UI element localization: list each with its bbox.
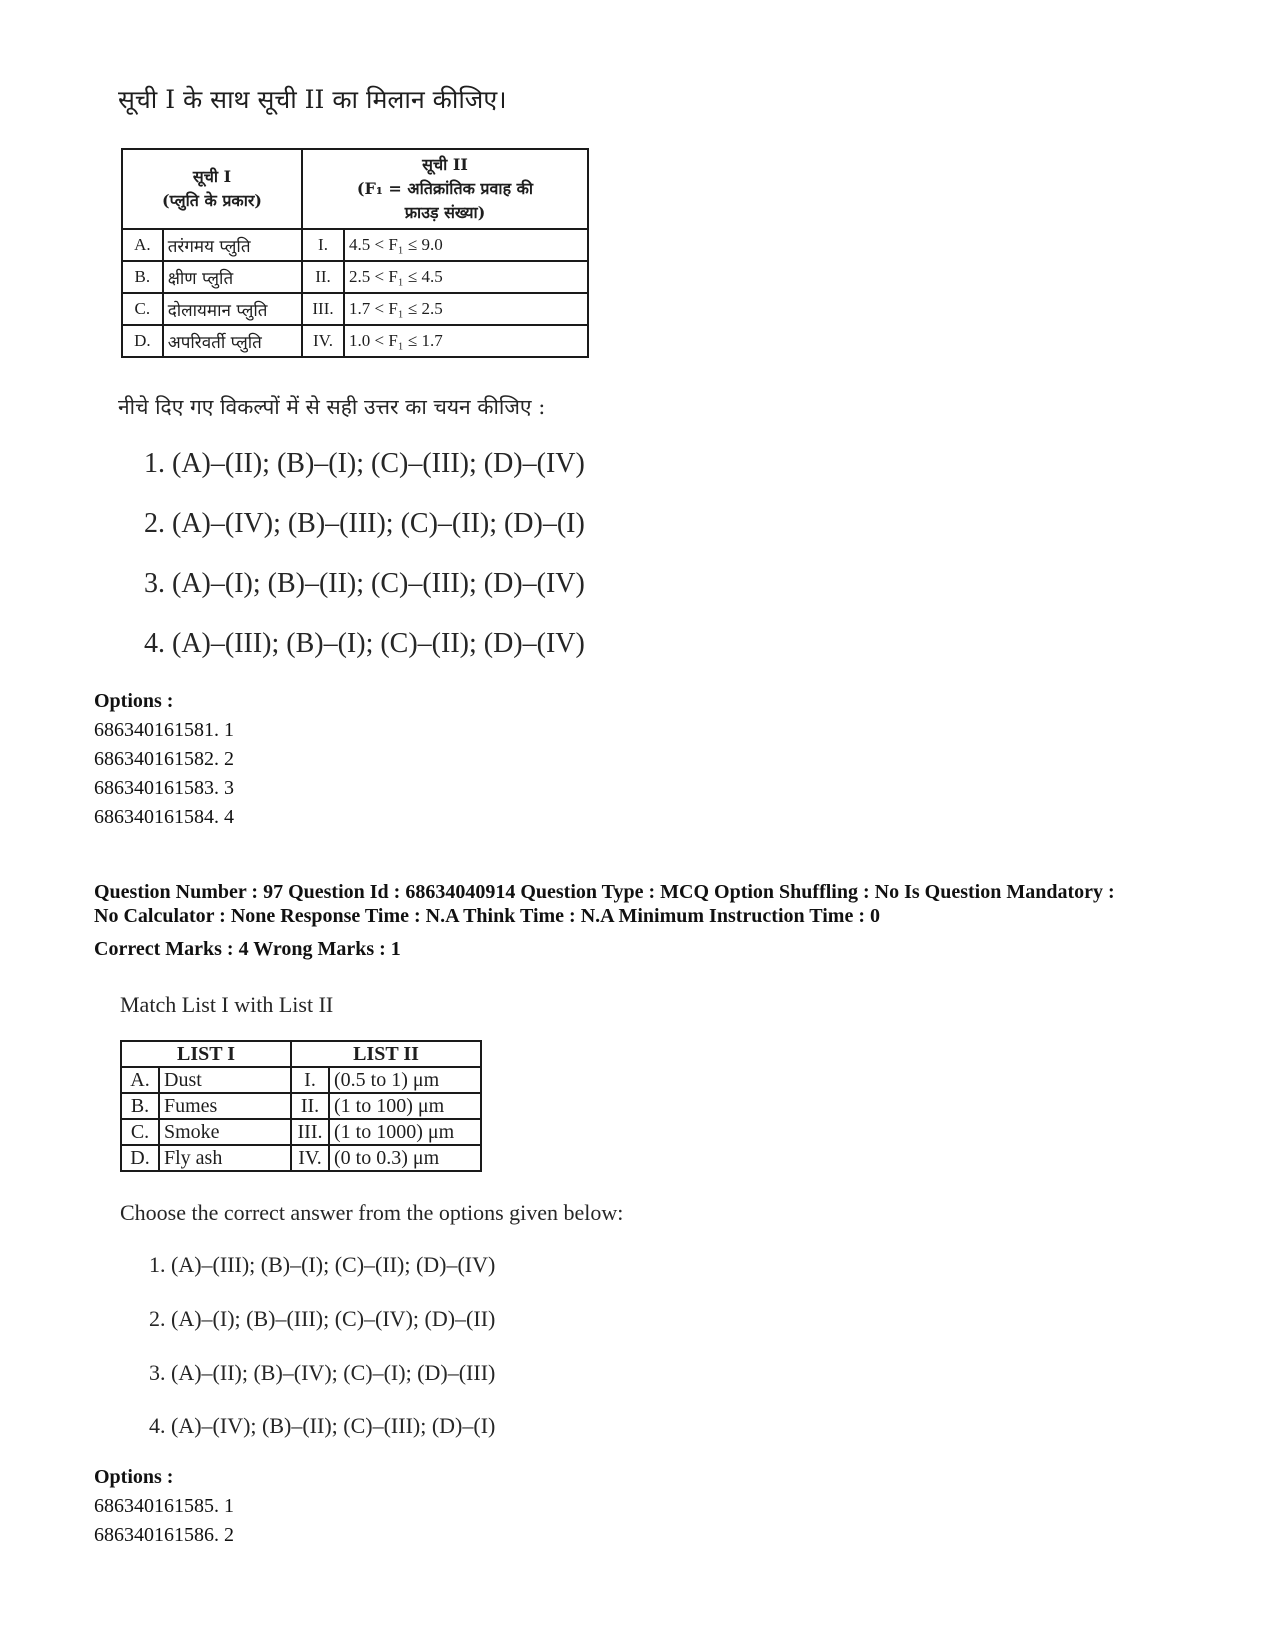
row-roman: I. <box>302 229 344 261</box>
q97-meta-line2: No Calculator : None Response Time : N.A Think Time : N.A Minimum Instruction Time : 0 <box>94 905 880 927</box>
q97-answer-1: 1. (A)–(III); (B)–(I); (C)–(II); (D)–(IV) <box>149 1252 496 1277</box>
row-letter: C. <box>122 293 163 325</box>
row-name: Smoke <box>159 1119 291 1145</box>
row-value: 1.0 < F₁ ≤ 1.7 <box>344 325 588 357</box>
row-name: Fly ash <box>159 1145 291 1171</box>
q97-marks: Correct Marks : 4 Wrong Marks : 1 <box>94 938 401 960</box>
row-name: क्षीण प्लुति <box>163 261 302 293</box>
q97-option-2: 686340161586. 2 <box>94 1524 234 1546</box>
q96-options-label: Options : <box>94 690 174 712</box>
row-letter: D. <box>121 1145 159 1171</box>
q96-list2-header <box>302 149 588 229</box>
row-letter: A. <box>122 229 163 261</box>
row-name: Fumes <box>159 1093 291 1119</box>
row-roman: II. <box>302 261 344 293</box>
q96-list2-title: सूची II <box>422 155 468 174</box>
q96-option-3: 686340161583. 3 <box>94 777 234 799</box>
q97-list2-header: LIST II <box>291 1041 481 1067</box>
q97-match-table <box>120 1040 482 1172</box>
q96-option-4: 686340161584. 4 <box>94 806 234 828</box>
row-value: (1 to 100) μm <box>329 1093 481 1119</box>
q96-option-1: 686340161581. 1 <box>94 719 234 741</box>
q96-choose-text: नीचे दिए गए विकल्पों में से सही उत्तर का चयन कीजिए : <box>118 395 546 419</box>
q96-answer-3: 3. (A)–(I); (B)–(II); (C)–(III); (D)–(IV) <box>144 568 585 599</box>
row-roman: II. <box>291 1093 329 1119</box>
q96-list1-subtitle: (प्लुति के प्रकार) <box>162 191 262 210</box>
q97-choose-text: Choose the correct answer from the options given below: <box>120 1200 624 1225</box>
table-row <box>121 1067 481 1093</box>
q96-answer-1: 1. (A)–(II); (B)–(I); (C)–(III); (D)–(IV) <box>144 448 585 479</box>
row-roman: III. <box>302 293 344 325</box>
q96-option-2: 686340161582. 2 <box>94 748 234 770</box>
row-roman: IV. <box>302 325 344 357</box>
table-row <box>121 1119 481 1145</box>
table-row <box>122 229 588 261</box>
q97-list1-header: LIST I <box>121 1041 291 1067</box>
q96-answer-2: 2. (A)–(IV); (B)–(III); (C)–(II); (D)–(I) <box>144 508 585 539</box>
q96-match-table <box>121 148 589 358</box>
q96-list1-header <box>122 149 302 229</box>
row-letter: A. <box>121 1067 159 1093</box>
table-row <box>121 1145 481 1171</box>
row-name: तरंगमय प्लुति <box>163 229 302 261</box>
q96-list2-subtitle-2: फ्राउड़ संख्या) <box>404 203 486 222</box>
row-name: दोलायमान प्लुति <box>163 293 302 325</box>
row-roman: III. <box>291 1119 329 1145</box>
row-letter: C. <box>121 1119 159 1145</box>
table-row <box>122 261 588 293</box>
row-value: 1.7 < F₁ ≤ 2.5 <box>344 293 588 325</box>
q96-heading: सूची I के साथ सूची II का मिलान कीजिए। <box>118 85 507 114</box>
q97-heading: Match List I with List II <box>120 992 334 1017</box>
q97-answer-2: 2. (A)–(I); (B)–(III); (C)–(IV); (D)–(II) <box>149 1306 496 1331</box>
row-value: (0.5 to 1) μm <box>329 1067 481 1093</box>
row-value: (0 to 0.3) μm <box>329 1145 481 1171</box>
row-name: अपरिवर्ती प्लुति <box>163 325 302 357</box>
row-letter: D. <box>122 325 163 357</box>
table-row <box>122 325 588 357</box>
q97-answer-3: 3. (A)–(II); (B)–(IV); (C)–(I); (D)–(III) <box>149 1360 496 1385</box>
q96-list2-subtitle: (F₁ = अतिक्रांतिक प्रवाह की <box>356 179 534 198</box>
table-row <box>122 293 588 325</box>
q96-answer-4: 4. (A)–(III); (B)–(I); (C)–(II); (D)–(IV) <box>144 628 585 659</box>
row-letter: B. <box>121 1093 159 1119</box>
row-letter: B. <box>122 261 163 293</box>
row-value: 4.5 < F₁ ≤ 9.0 <box>344 229 588 261</box>
q97-option-1: 686340161585. 1 <box>94 1495 234 1517</box>
row-value: (1 to 1000) μm <box>329 1119 481 1145</box>
q96-list1-title: सूची I <box>192 167 232 186</box>
row-name: Dust <box>159 1067 291 1093</box>
q97-meta-line1: Question Number : 97 Question Id : 68634040914 Question Type : MCQ Option Shuffling : No Is Question Mandatory : <box>94 881 1115 903</box>
q97-options-label: Options : <box>94 1466 174 1488</box>
q97-meta <box>94 880 1214 928</box>
row-value: 2.5 < F₁ ≤ 4.5 <box>344 261 588 293</box>
row-roman: I. <box>291 1067 329 1093</box>
table-row <box>121 1093 481 1119</box>
q97-answer-4: 4. (A)–(IV); (B)–(II); (C)–(III); (D)–(I) <box>149 1413 496 1438</box>
row-roman: IV. <box>291 1145 329 1171</box>
